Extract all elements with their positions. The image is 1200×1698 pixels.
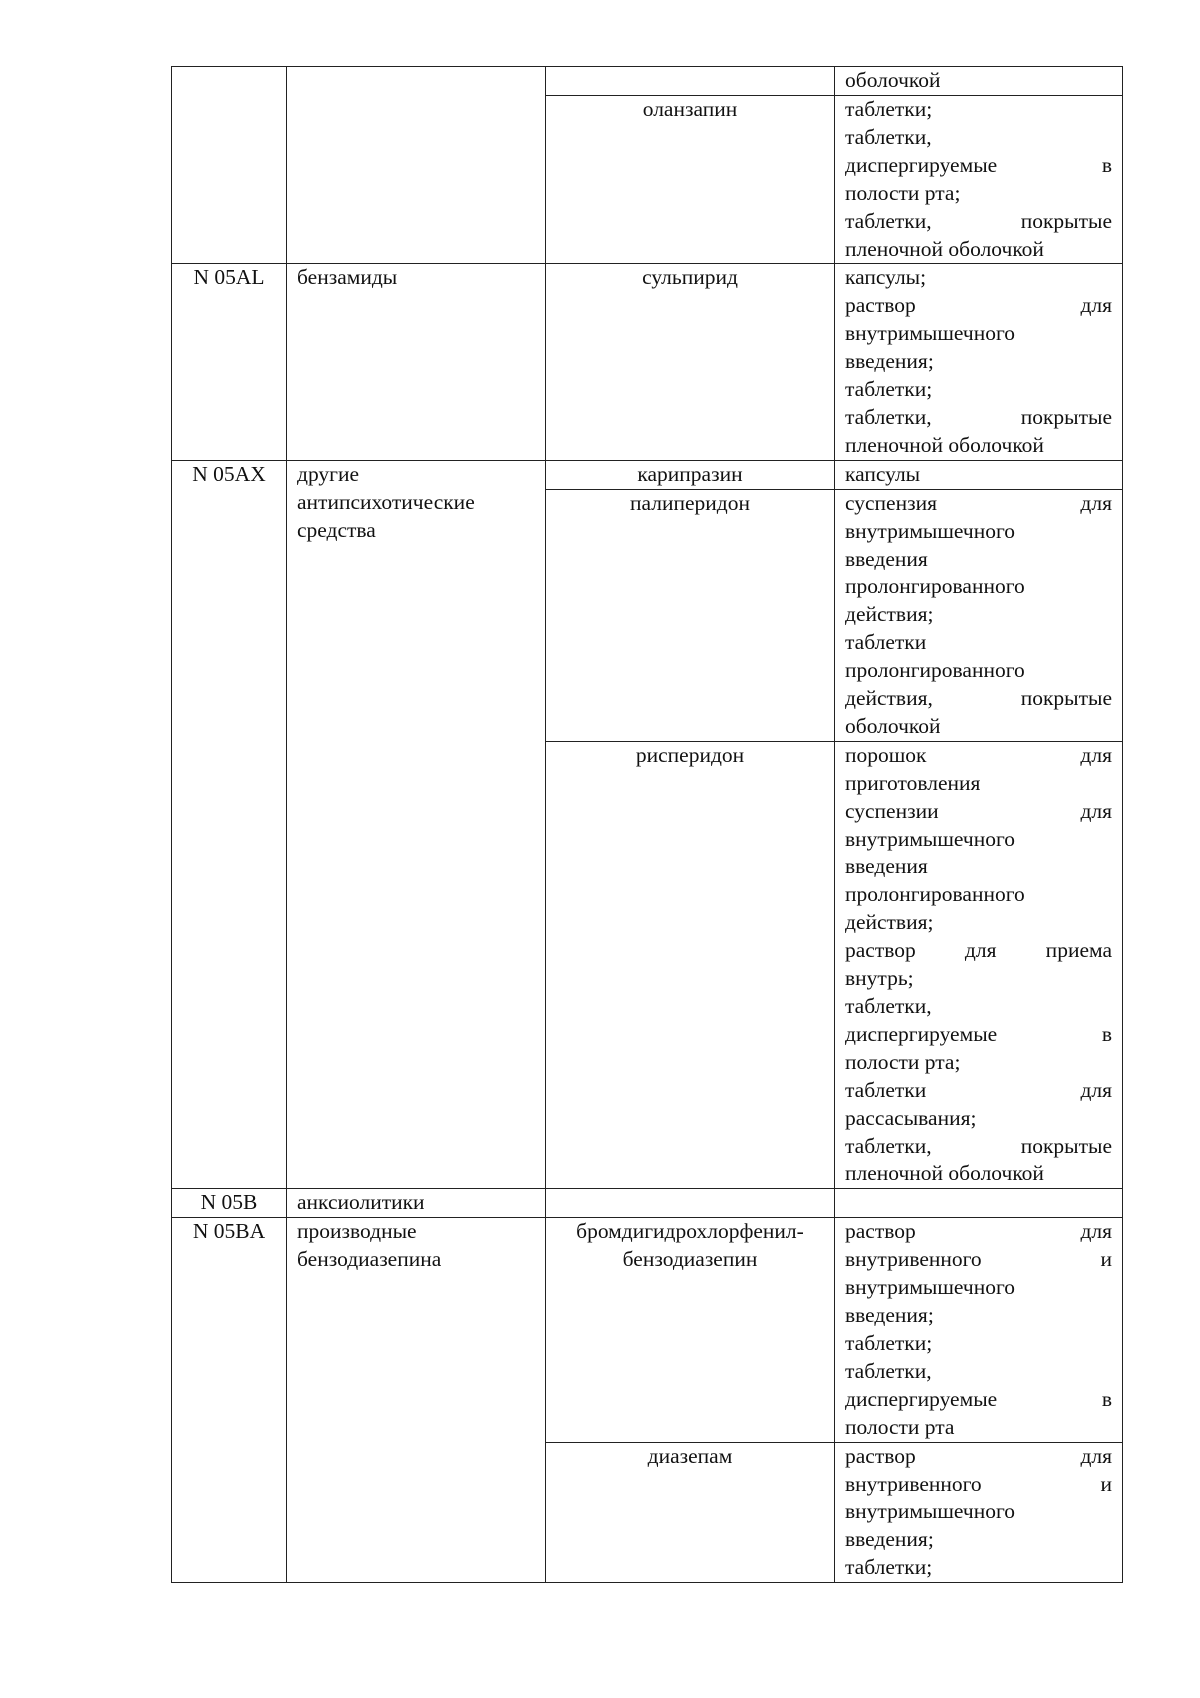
- dosage-form-line: пролонгированного: [845, 882, 1025, 907]
- dosage-form-line: внутримышечного: [845, 1275, 1016, 1300]
- dosage-form-line: суспензия для: [845, 490, 1112, 515]
- dosage-form-line: пролонгированного: [845, 574, 1025, 599]
- atc-code-cell: N 05B: [172, 1189, 287, 1218]
- group-name-cell: [287, 264, 546, 460]
- inn-cell: [546, 1189, 835, 1218]
- dosage-form-line: диспергируемые в: [845, 152, 1112, 177]
- dosage-form-line: приготовления: [845, 770, 981, 795]
- dosage-form-line: введения;: [845, 1303, 934, 1328]
- dosage-form-line: капсулы;: [845, 265, 927, 290]
- group-name-line: бензамиды: [297, 265, 398, 290]
- dosage-form-line: внутримышечного: [845, 518, 1016, 543]
- atc-code-cell: N 05AX: [172, 460, 287, 1189]
- dosage-form-line: полости рта;: [845, 180, 961, 205]
- dosage-form-cell: [835, 1218, 1123, 1442]
- dosage-form-line: полости рта: [845, 1414, 955, 1439]
- group-name-line: другие: [297, 461, 360, 486]
- group-name-line: бензодиазепина: [297, 1247, 442, 1272]
- group-name-cell: [287, 67, 546, 264]
- dosage-form-line: рассасывания;: [845, 1105, 977, 1130]
- dosage-form-line: раствор для: [845, 293, 1112, 318]
- dosage-form-line: таблетки, покрытые: [845, 404, 1112, 429]
- atc-code-cell: N 05BA: [172, 1218, 287, 1583]
- group-name-line: анксиолитики: [297, 1190, 425, 1215]
- group-name-cell: [287, 1218, 546, 1583]
- dosage-form-line: диспергируемые в: [845, 1386, 1112, 1411]
- dosage-form-line: пролонгированного: [845, 658, 1025, 683]
- dosage-form-line: полости рта;: [845, 1049, 961, 1074]
- dosage-form-line: действия, покрытые: [845, 686, 1112, 711]
- dosage-form-cell: [835, 1442, 1123, 1583]
- dosage-form-line: таблетки;: [845, 97, 933, 121]
- inn-cell: [546, 67, 835, 96]
- dosage-form-cell: [835, 460, 1123, 489]
- dosage-form-line: внутривенного и: [845, 1247, 1112, 1272]
- group-name-line: производные: [297, 1219, 417, 1244]
- dosage-form-line: действия;: [845, 602, 934, 627]
- table-row: [172, 1189, 1123, 1218]
- dosage-form-line: пленочной оболочкой: [845, 432, 1044, 457]
- dosage-form-line: таблетки, покрытые: [845, 208, 1112, 233]
- dosage-form-line: раствор для приема: [845, 938, 1112, 963]
- dosage-form-cell: [835, 96, 1123, 264]
- dosage-form-line: внутрь;: [845, 966, 914, 991]
- dosage-form-line: порошок для: [845, 742, 1112, 767]
- atc-code-cell: N 05AL: [172, 264, 287, 460]
- dosage-form-cell: [835, 264, 1123, 460]
- dosage-form-line: диспергируемые в: [845, 1021, 1112, 1046]
- dosage-form-cell: [835, 489, 1123, 741]
- dosage-form-cell: [835, 1189, 1123, 1218]
- dosage-form-line: оболочкой: [845, 713, 941, 738]
- dosage-form-line: капсулы: [845, 461, 921, 486]
- inn-cell: сульпирид: [546, 264, 835, 460]
- dosage-form-line: таблетки;: [845, 1330, 933, 1355]
- dosage-form-line: таблетки,: [845, 994, 932, 1018]
- dosage-form-line: оболочкой: [845, 68, 941, 92]
- dosage-form-line: суспензии для: [845, 798, 1112, 823]
- dosage-form-line: пленочной оболочкой: [845, 1161, 1044, 1186]
- dosage-form-line: введения;: [845, 349, 934, 374]
- dosage-form-line: внутривенного и: [845, 1471, 1112, 1496]
- table-row: [172, 460, 1123, 489]
- dosage-form-cell: [835, 741, 1123, 1189]
- dosage-form-line: таблетки,: [845, 1358, 932, 1383]
- dosage-form-line: раствор для: [845, 1219, 1112, 1244]
- inn-cell: оланзапин: [546, 96, 835, 264]
- table-row: [172, 1218, 1123, 1442]
- dosage-form-line: действия;: [845, 910, 934, 935]
- atc-code-cell: [172, 67, 287, 264]
- dosage-form-line: введения;: [845, 1527, 934, 1552]
- group-name-cell: [287, 460, 546, 1189]
- dosage-form-line: таблетки для: [845, 1077, 1112, 1102]
- inn-cell: карипразин: [546, 460, 835, 489]
- dosage-form-line: введения: [845, 854, 928, 879]
- dosage-form-cell: [835, 67, 1123, 96]
- table-row: [172, 264, 1123, 460]
- group-name-cell: [287, 1189, 546, 1218]
- dosage-form-line: таблетки, покрытые: [845, 1133, 1112, 1158]
- dosage-form-line: пленочной оболочкой: [845, 236, 1044, 261]
- inn-cell: [546, 1218, 835, 1442]
- inn-cell: палиперидон: [546, 489, 835, 741]
- inn-cell: рисперидон: [546, 741, 835, 1189]
- drug-table: [171, 66, 1123, 1583]
- dosage-form-line: раствор для: [845, 1443, 1112, 1468]
- dosage-form-line: таблетки;: [845, 377, 933, 402]
- table-row: [172, 67, 1123, 96]
- dosage-form-line: таблетки: [845, 630, 927, 655]
- group-name-line: средства: [297, 517, 376, 542]
- dosage-form-line: внутримышечного: [845, 826, 1016, 851]
- dosage-form-line: таблетки,: [845, 124, 932, 149]
- dosage-form-line: введения: [845, 546, 928, 571]
- dosage-form-line: внутримышечного: [845, 321, 1016, 346]
- group-name-line: антипсихотические: [297, 489, 475, 514]
- dosage-form-line: таблетки;: [845, 1555, 933, 1580]
- dosage-form-line: внутримышечного: [845, 1499, 1016, 1524]
- inn-name: бромдигидрохлорфенил- бензодиазепин: [576, 1219, 804, 1272]
- inn-cell: диазепам: [546, 1442, 835, 1583]
